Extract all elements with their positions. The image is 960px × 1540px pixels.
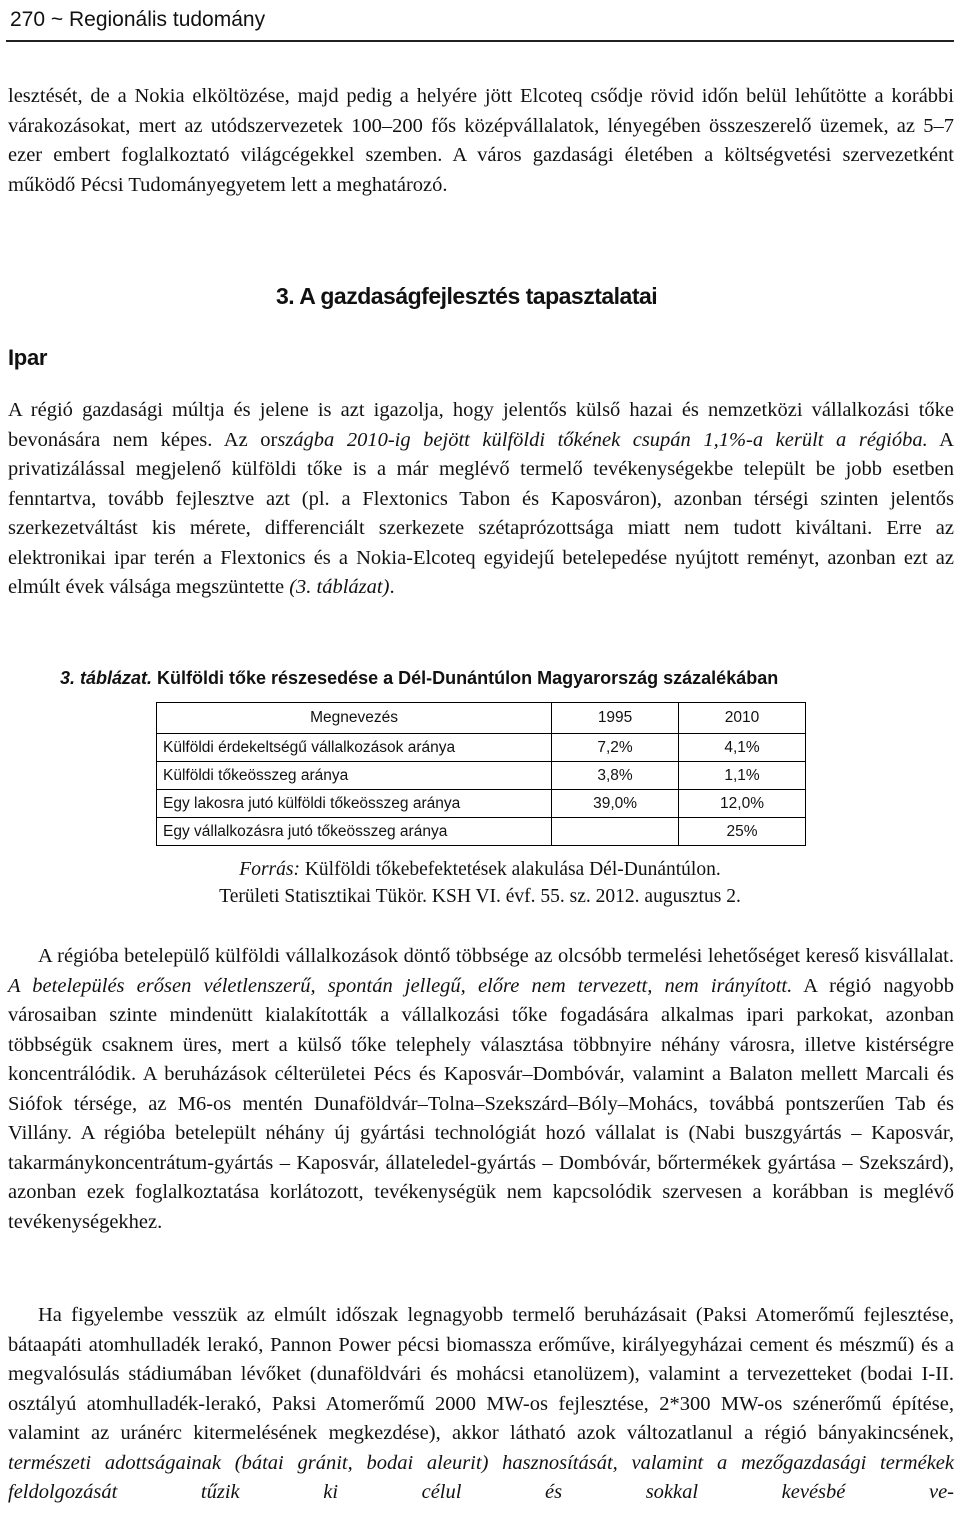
italic-run: A betelepülés erősen véletlenszerű, spontán jellegű, előre nem tervezett, nem irányított. [8,974,793,997]
source-line-2: Területi Statisztikai Tükör. KSH VI. évf. 55. sz. 2012. augusztus 2. [219,886,741,907]
row-1995-cell: 7,2% [552,734,679,762]
table-row [157,790,806,818]
text-run: . [389,576,395,598]
row-2010-cell: 4,1% [679,734,806,762]
table-row [157,734,806,762]
header-cell-2010: 2010 [679,703,806,734]
text-run: A régió nagyobb városaiban szinte mindenütt kialakították a vállalkozási tőke fogadására alkalmas ipari parkokat, azonban többségük csaknem üres, mert a külső tőke telephely választása többnyire néhány városra, illetve kistérségre koncentrálódik. A beruházások célterületei Pécs és Kaposvár–Dombóvár, valamint a Balaton mellett Marcali és Siófok térsége, az M6-os mentén Dunaföldvár–Tolna–Szekszárd–Bóly–Mohács, továbbá pontszerűen Tab és Villány. A régióba betelepült néhány új gyártási technológiát hozó vállalat is (Nabi buszgyártás – Kaposvár, takarmánykoncentrátum-gyártás – Kaposvár, állateledel-gyártás – Dombóvár, bőrtermékek gyártása – Szekszárd), azonban ezek foglalkoztatása korlátozott, tevékenységük nem kapcsolódik szervesen a korábban is meglévő tevékenységekhez. [8,974,954,1233]
text-run: A privatizálással megjelenő külföldi tőke is a már meglévő termelő tevékenységekbe települt be jobb esetben fenntartva, tovább fejlesztve azt (pl. a Flextonics Tabon és Kaposváron), azonban térségi szinten jelentős szerkezetváltást kis mérete, differenciált szerkezete szétaprózottsága miatt nem tudott kiváltani. Erre az elektronikai ipar terén a Flextonics és a Nokia-Elcoteq egyidejű betelepedése nyújtott reményt, azonban ezt az elmúlt évek válsága megszüntette [8,428,954,598]
source-line-1 [150,856,810,883]
row-2010-cell: 25% [679,818,806,846]
text-run: Ha figyelembe vesszük az elmúlt időszak legnagyobb termelő beruházásait (Paksi Atomerőmű fejlesztése, bátaapáti atomhulladék lerakó, Pannon Power pécsi biomassza erőműve, királyegyházai cement és mészmű) és a megvalósulás stádiumában lévőket (dunaföldvári és mohácsi etanolüzem), valamint a tervezetteket (bodai I-II. osztályú atomhulladék-lerakó, Paksi Atomerőmű 2000 MW-os fejlesztése, 2*300 MW-os szénerőmű építése, valamint az uránérc kitermelésének megkezdése), akkor látható azok változatlanul a régió bányakincsének, [8,1304,954,1444]
section-heading: 3. A gazdaságfejlesztés tapasztalatai [276,283,658,309]
row-2010-cell: 1,1% [679,762,806,790]
text-run: A régióba betelepülő külföldi vállalkozások döntő többsége az olcsóbb termelési lehetőséget kereső kisvállalat. [38,945,954,967]
table-header-row [157,703,806,734]
source-label: Forrás: [239,859,300,880]
foreign-capital-table [156,702,806,846]
table-reference: (3. táblázat) [289,576,390,598]
table-caption-text: Külföldi tőke részesedése a Dél-Dunántúlon Magyarország százalékában [152,668,779,688]
side-label-ipar: Ipar [8,345,48,370]
text-run: Külföldi tőkebefektetések alakulása Dél-Dunántúlon. [299,859,721,880]
paragraph-investments [8,1301,954,1508]
page-header [6,0,954,42]
table-caption-label: 3. táblázat. [60,668,153,688]
row-1995-cell [552,818,679,846]
table-caption [60,668,960,689]
row-name-cell: Egy vállalkozásra jutó tőkeösszeg aránya [157,818,552,846]
row-1995-cell: 39,0% [552,790,679,818]
text-run: A régió gazdasági múltja és jelene is azt igazolja, hogy jelentős külső hazai és nemzetközi vállalkozási tőke bevonására nem képes. Az or [8,399,954,451]
table-row [157,762,806,790]
paragraph-region-capital [8,396,954,603]
intro-paragraph: lesztését, de a Nokia elköltözése, majd pedig a helyére jött Elcoteq csődje rövid időn belül lehűtötte a korábbi várakozásokat, mert az utódszervezetek 100–200 fős középvállalatok, lényegében összeszerelő üzemek, az 5–7 ezer embert foglalkoztató világcégekkel szemben. A város gazdasági életében a költségvetési szervezetként működő Pécsi Tudományegyetem lett a meghatározó. [8,85,954,196]
row-name-cell: Egy lakosra jutó külföldi tőkeösszeg aránya [157,790,552,818]
header-cell-1995: 1995 [552,703,679,734]
paragraph-foreign-firms [8,942,954,1237]
row-name-cell: Külföldi tőkeösszeg aránya [157,762,552,790]
row-1995-cell: 3,8% [552,762,679,790]
italic-run: szágba 2010-ig bejött külföldi tőkének csupán 1,1%-a került a régióba. [277,428,928,451]
row-2010-cell: 12,0% [679,790,806,818]
row-name-cell: Külföldi érdekeltségű vállalkozások aránya [157,734,552,762]
table-source-note [150,856,810,910]
header-cell-name: Megnevezés [157,703,552,734]
table-row [157,818,806,846]
page-number-journal-title: 270 ~ Regionális tudomány [10,8,266,31]
italic-run: természeti adottságainak (bátai gránit, bodai aleurit) hasznosítását, valamint a mezőgazdasági termékek feldolgozását tűzik ki célul és sokkal kevésbé ve- [8,1451,954,1503]
